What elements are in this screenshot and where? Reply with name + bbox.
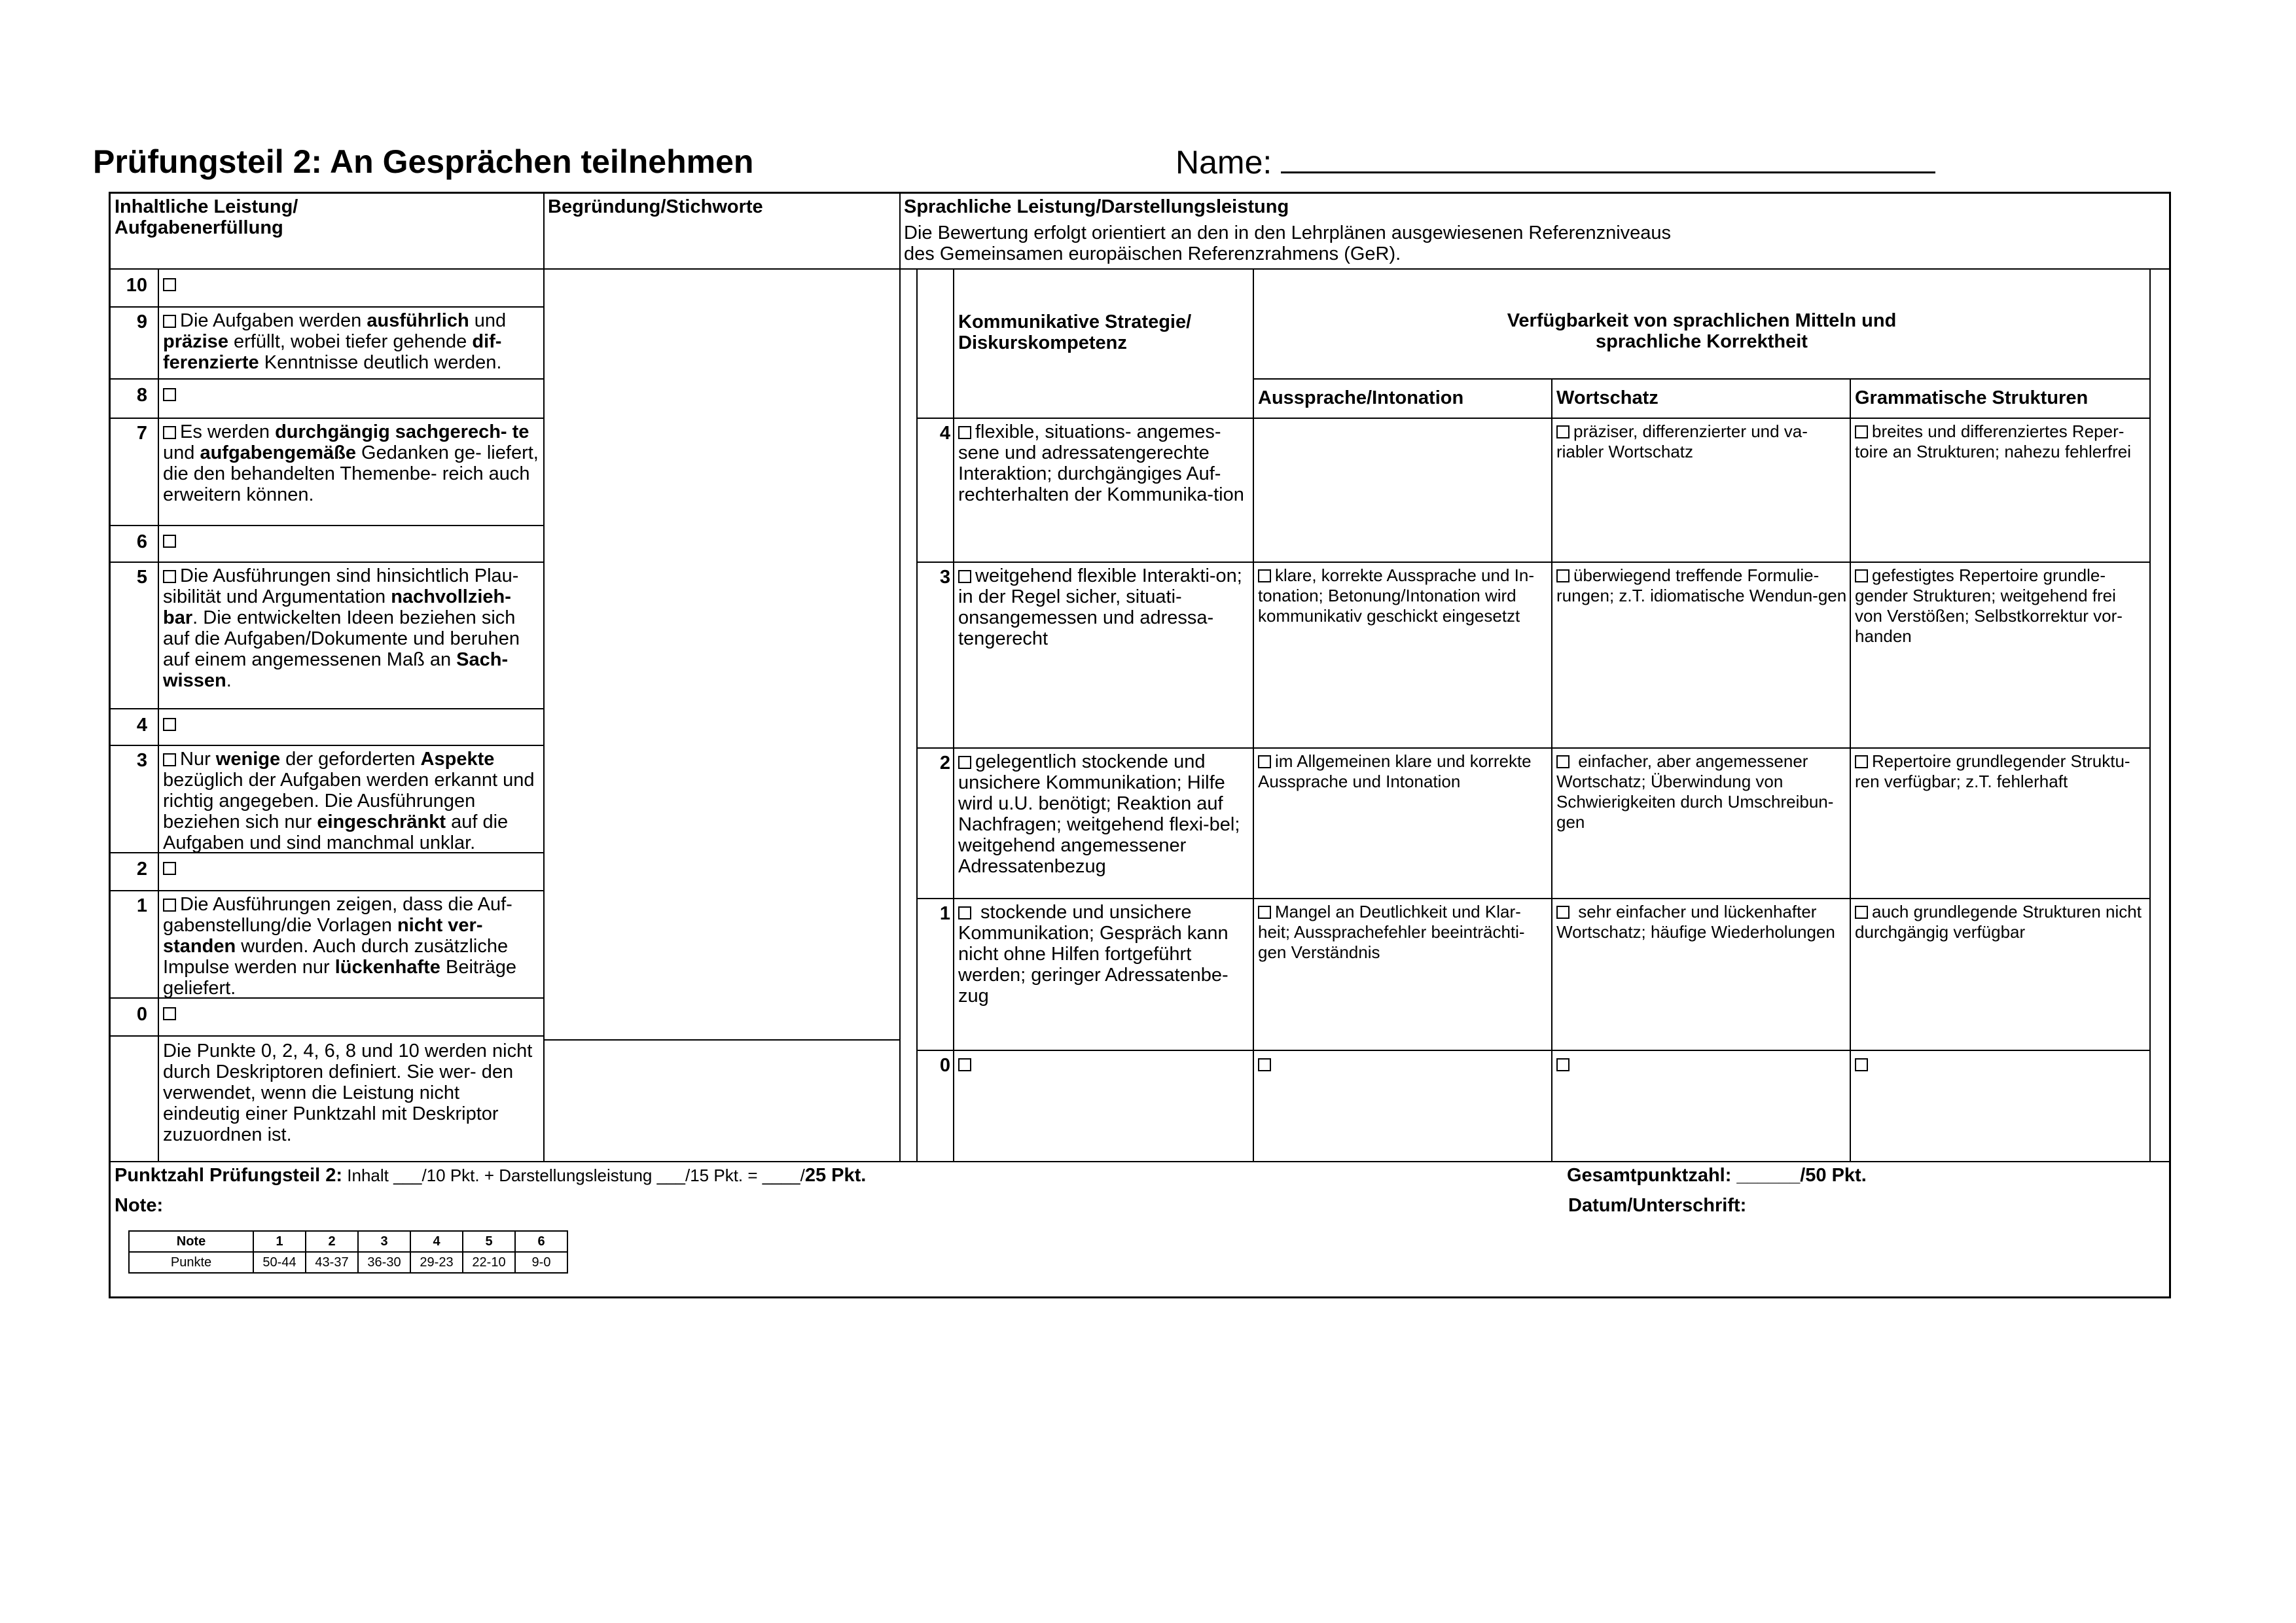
begruendung-header: Begründung/Stichworte — [548, 196, 763, 217]
score-footnote: Die Punkte 0, 2, 4, 6, 8 und 10 werden nicht durch Deskriptoren definiert. Sie wer- den verwendet, wenn die Leistung nicht eindeutig einer Punktzahl mit Deskriptor zuzuordnen ist. — [163, 1041, 533, 1145]
score-5: 5 — [136, 567, 147, 588]
checkbox-0[interactable] — [163, 1003, 180, 1024]
gram-0-checkbox[interactable] — [1855, 1054, 1872, 1075]
verf-header: Verfügbarkeit von sprachlichen Mitteln und sprachliche Korrektheit — [1507, 310, 1897, 352]
score-3: 3 — [136, 750, 147, 771]
gram-2: Repertoire grundlegender Struktu- ren verfügbar; z.T. fehlerhaft — [1855, 751, 2130, 791]
checkbox[interactable] — [1258, 569, 1271, 582]
wort-1: sehr einfacher und lückenhafter Wortschatz; häufige Wiederholungen — [1556, 902, 1835, 942]
gram-4: breites und differenziertes Reper-toire an Strukturen; nahezu fehlerfrei — [1855, 421, 2132, 461]
score-4: 4 — [136, 715, 147, 736]
komm-4: flexible, situations- angemes-sene und adressatengerechte Interaktion; durchgängiges Auf-rechterhalten der Kommunika-tion — [958, 421, 1244, 505]
right-col — [899, 270, 2169, 1162]
checkbox-7[interactable] — [163, 426, 176, 439]
sprach-score-2: 2 — [939, 753, 950, 774]
descriptor-7: Es werden durchgängig sachgerech- te und aufgabengemäße Gedanken ge- liefert, die den behandelten Themenbe- reich auch erweitern können. — [163, 421, 539, 505]
points-cell: Punkte — [129, 1252, 253, 1273]
sprach-score-3: 3 — [939, 567, 950, 588]
datum-unterschrift: Datum/Unterschrift: — [1568, 1195, 1747, 1216]
auss-0-checkbox[interactable] — [1258, 1054, 1275, 1075]
note-label: Note: — [115, 1195, 164, 1216]
checkbox-6[interactable] — [163, 530, 180, 551]
inhalt-header: Inhaltliche Leistung/ Aufgabenerfüllung — [115, 196, 298, 238]
score-7: 7 — [136, 423, 147, 444]
descriptor-3: Nur wenige der geforderten Aspekte bezüglich der Aufgaben werden erkannt und richtig angegeben. Die Ausführungen beziehen sich nur eingeschränkt auf die Aufgaben und sind manchmal unklar. — [163, 749, 535, 853]
points-cell: 50-44 — [253, 1252, 306, 1273]
sprach-score-4: 4 — [939, 423, 950, 444]
checkbox[interactable] — [958, 906, 971, 919]
checkbox[interactable] — [1556, 425, 1570, 438]
grammatik-header: Grammatische Strukturen — [1855, 387, 2089, 408]
auss-3: klare, korrekte Aussprache und In- tonation; Betonung/Intonation wird kommunikativ geschickt eingesetzt — [1258, 565, 1534, 626]
checkbox[interactable] — [958, 426, 971, 439]
sprach-score-0: 0 — [939, 1055, 950, 1076]
score-6: 6 — [136, 531, 147, 552]
checkbox[interactable] — [1855, 569, 1868, 582]
checkbox[interactable] — [1258, 906, 1271, 919]
points-cell: 9-0 — [515, 1252, 567, 1273]
sprachlich-header: Sprachliche Leistung/Darstellungsleistung — [904, 196, 1289, 217]
wort-3: überwiegend treffende Formulie-rungen; z.T. idiomatische Wendun-gen — [1556, 565, 1847, 605]
komm-3: weitgehend flexible Interakti-on; in der Regel sicher, situati-onsangemessen und adressa-tengerecht — [958, 565, 1242, 649]
grade-cell: 6 — [515, 1231, 567, 1252]
page-title: Prüfungsteil 2: An Gesprächen teilnehmen — [93, 143, 754, 180]
checkbox-2[interactable] — [163, 857, 180, 878]
name-label: Name: — [1175, 144, 1272, 181]
gesamtpunktzahl: Gesamtpunktzahl: ______/50 Pkt. — [1567, 1165, 1867, 1186]
checkbox[interactable] — [1556, 755, 1570, 768]
wortschatz-header: Wortschatz — [1556, 387, 1659, 408]
gram-3: gefestigtes Repertoire grundle-gender Strukturen; weitgehend frei von Verstößen; Selbstkorrektur vor-handen — [1855, 565, 2123, 646]
komm-2: gelegentlich stockende und unsichere Kommunikation; Hilfe wird u.U. benötigt; Reaktion auf Nachfragen; weitgehend flexi-bel; weitgehend angemessener Adressatenbezug — [958, 751, 1240, 877]
aussprache-header: Aussprache/Intonation — [1258, 387, 1464, 408]
name-line[interactable] — [1281, 143, 1935, 173]
descriptor-9: Die Aufgaben werden ausführlich und präzise erfüllt, wobei tiefer gehende dif-ferenzierte Kenntnisse deutlich werden. — [163, 310, 507, 373]
checkbox[interactable] — [1855, 425, 1868, 438]
checkbox-10[interactable] — [163, 274, 180, 294]
auss-2: im Allgemeinen klare und korrekte Aussprache und Intonation — [1258, 751, 1532, 791]
footer-divider — [111, 1161, 2169, 1162]
descriptor-1: Die Ausführungen zeigen, dass die Auf- gabenstellung/die Vorlagen nicht ver- standen wurden. Auch durch zusätzliche Impulse werden nur lückenhafte Beiträge geliefert. — [163, 894, 516, 999]
komm-0-checkbox[interactable] — [958, 1054, 975, 1075]
points-cell: 43-37 — [306, 1252, 358, 1273]
checkbox-1[interactable] — [163, 899, 176, 912]
punktzahl-line: Punktzahl Prüfungsteil 2: Inhalt ___/10 Pkt. + Darstellungsleistung ___/15 Pkt. = ____/25 Pkt. — [115, 1165, 867, 1186]
checkbox[interactable] — [1855, 755, 1868, 768]
grade-cell: 1 — [253, 1231, 306, 1252]
komm-header: Kommunikative Strategie/ Diskurskompetenz — [958, 312, 1192, 353]
name-field[interactable] — [1175, 143, 1935, 181]
score-10: 10 — [126, 275, 147, 296]
points-cell: 22-10 — [463, 1252, 515, 1273]
wort-4: präziser, differenzierter und va-riabler Wortschatz — [1556, 421, 1808, 461]
gram-1: auch grundlegende Strukturen nicht durchgängig verfügbar — [1855, 902, 2142, 942]
descriptor-5: Die Ausführungen sind hinsichtlich Plau-sibilität und Argumentation nachvollzieh- bar. Die entwickelten Ideen beziehen sich auf die Aufgaben/Dokumente und beruhen auf einem angemessenen Maß an Sach-wissen. — [163, 565, 520, 691]
wort-0-checkbox[interactable] — [1556, 1054, 1573, 1075]
grade-row — [129, 1231, 567, 1252]
grade-cell: 5 — [463, 1231, 515, 1252]
checkbox[interactable] — [1556, 906, 1570, 919]
grade-cell: 3 — [358, 1231, 410, 1252]
score-0: 0 — [136, 1004, 147, 1025]
grade-cell: 4 — [410, 1231, 463, 1252]
points-cell: 36-30 — [358, 1252, 410, 1273]
grade-cell: 2 — [306, 1231, 358, 1252]
left-col — [111, 270, 543, 1162]
checkbox[interactable] — [1258, 755, 1271, 768]
checkbox[interactable] — [1556, 569, 1570, 582]
checkbox-4[interactable] — [163, 713, 180, 734]
komm-1: stockende und unsichere Kommunikation; Gespräch kann nicht ohne Hilfen fortgeführt werden; geringer Adressatenbe-zug — [958, 902, 1229, 1007]
checkbox-8[interactable] — [163, 383, 180, 404]
auss-1: Mangel an Deutlichkeit und Klar-heit; Aussprachefehler beeinträchti-gen Verständnis — [1258, 902, 1525, 962]
score-2: 2 — [136, 859, 147, 880]
grade-cell: Note — [129, 1231, 253, 1252]
checkbox[interactable] — [958, 756, 971, 769]
sprachlich-subtext: Die Bewertung erfolgt orientiert an den in den Lehrplänen ausgewiesenen Referenzniveaus des Gemeinsamen europäischen Referenzrahmens (GeR). — [904, 223, 1672, 264]
score-1: 1 — [136, 895, 147, 916]
sprach-score-1: 1 — [939, 903, 950, 924]
score-8: 8 — [136, 385, 147, 406]
grade-table — [128, 1230, 568, 1274]
points-row — [129, 1252, 567, 1273]
checkbox-9[interactable] — [163, 315, 176, 328]
checkbox[interactable] — [958, 570, 971, 583]
checkbox[interactable] — [1855, 906, 1868, 919]
grading-sheet — [109, 192, 2171, 1298]
score-9: 9 — [136, 312, 147, 332]
points-cell: 29-23 — [410, 1252, 463, 1273]
wort-2: einfacher, aber angemessener Wortschatz; Überwindung von Schwierigkeiten durch Umschreibun-gen — [1556, 751, 1834, 832]
checkbox-5[interactable] — [163, 570, 176, 583]
checkbox-3[interactable] — [163, 753, 176, 766]
begruendung-box[interactable] — [543, 270, 901, 1041]
